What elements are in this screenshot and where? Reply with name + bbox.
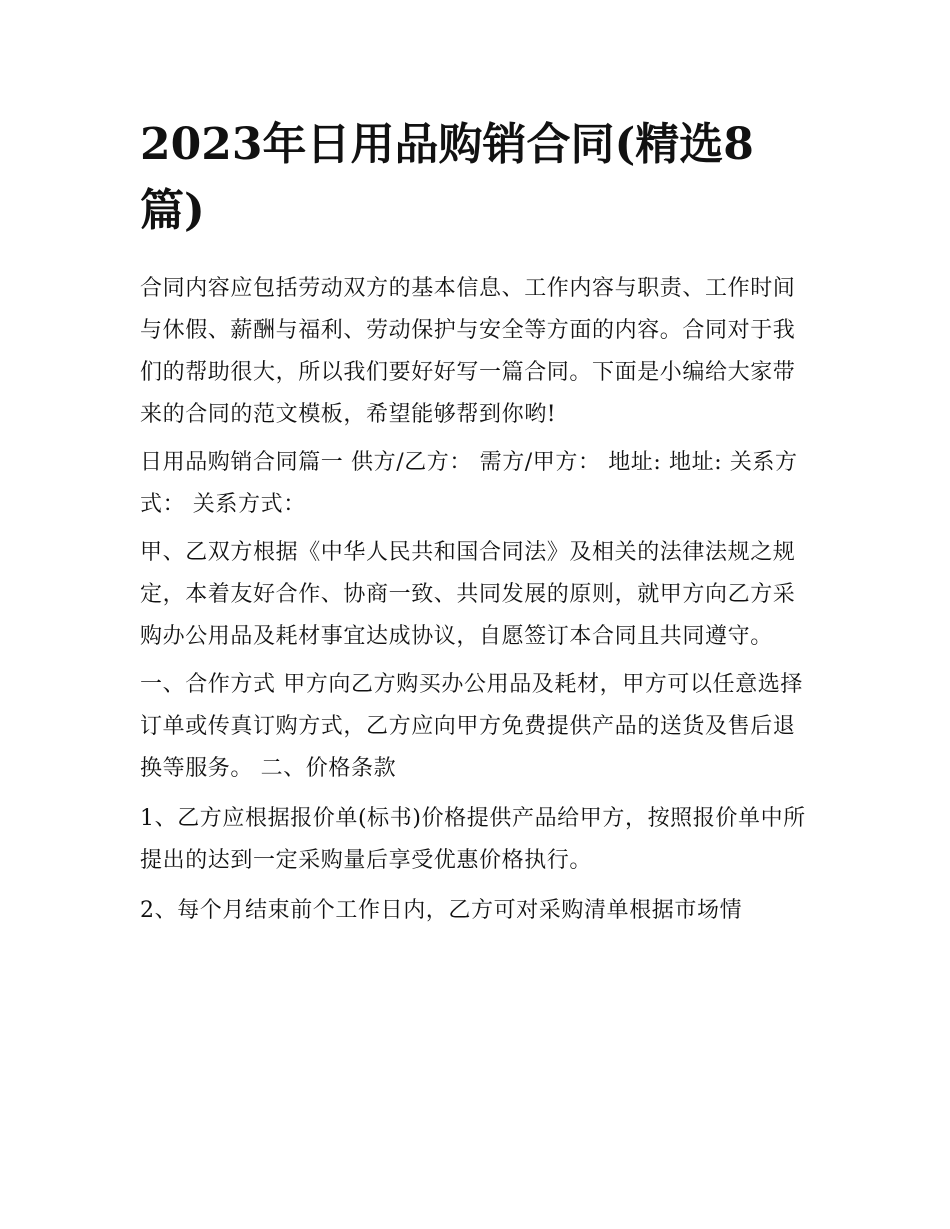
intro-paragraph: 合同内容应包括劳动双方的基本信息、工作内容与职责、工作时间与休假、薪酬与福利、劳动保护与安全等方面的内容。合同对于我们的帮助很大，所以我们要好好写一篇合同。下面是小编给大家带来的合同的范文模板，希望能够帮到你哟! [140,276,796,427]
price-clause-1-paragraph: 1、乙方应根据报价单(标书)价格提供产品给甲方，按照报价单中所提出的达到一定采购量后享受优惠价格执行。 [140,806,806,873]
parties-paragraph: 日用品购销合同篇一 供方/乙方： 需方/甲方： 地址: 地址: 关系方式： 关系方式： [140,450,798,517]
agreement-paragraph: 甲、乙双方根据《中华人民共和国合同法》及相关的法律法规之规定，本着友好合作、协商一致、共同发展的原则，就甲方向乙方采购办公用品及耗材事宜达成协议，自愿签订本合同且共同遵守。 [140,540,796,649]
price-clause-2-paragraph: 2、每个月结束前个工作日内，乙方可对采购清单根据市场情 [140,898,743,923]
document-page [140,112,812,932]
cooperation-clause-paragraph: 一、合作方式 甲方向乙方购买办公用品及耗材，甲方可以任意选择订单或传真订购方式，乙方应向甲方免费提供产品的送货及售后退换等服务。 二、价格条款 [140,672,803,781]
document-title: 2023年日用品购销合同(精选8篇) [140,119,754,236]
